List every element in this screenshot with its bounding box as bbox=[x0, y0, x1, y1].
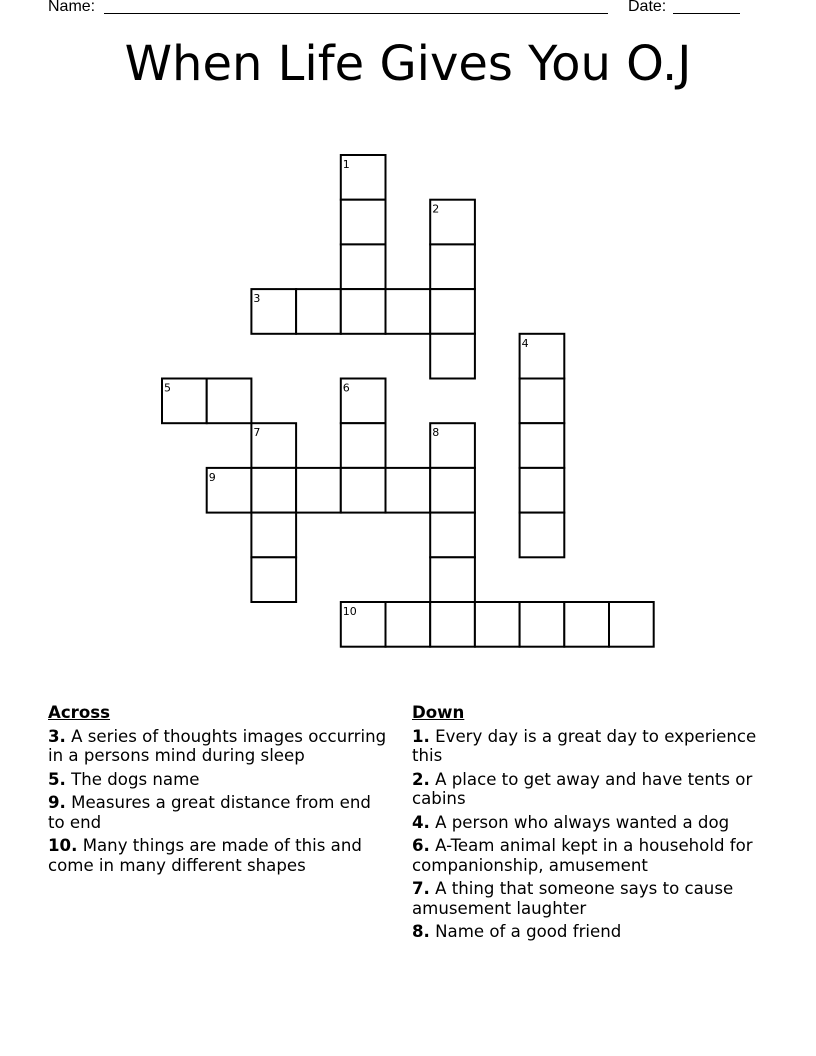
clue-text: The dogs name bbox=[71, 769, 200, 789]
grid-cell[interactable] bbox=[341, 602, 386, 647]
down-clues bbox=[412, 703, 757, 946]
grid-cell-box[interactable] bbox=[609, 602, 654, 647]
grid-cell[interactable] bbox=[475, 602, 520, 647]
grid-cell-box[interactable] bbox=[520, 602, 565, 647]
grid-cell[interactable] bbox=[341, 200, 386, 245]
grid-cell[interactable] bbox=[341, 423, 386, 468]
grid-cell[interactable] bbox=[520, 513, 565, 558]
clue-number: 6. bbox=[412, 836, 430, 855]
grid-cell-box[interactable] bbox=[520, 379, 565, 424]
date-field-line[interactable] bbox=[673, 13, 740, 14]
clue-number: 5. bbox=[48, 769, 66, 789]
grid-cell-box[interactable] bbox=[430, 244, 475, 289]
grid-cell[interactable] bbox=[296, 468, 341, 513]
grid-cell[interactable] bbox=[341, 379, 386, 424]
grid-cell[interactable] bbox=[520, 379, 565, 424]
grid-cell[interactable] bbox=[251, 423, 296, 468]
clue-down-4 bbox=[412, 813, 757, 833]
grid-cell-number: 3 bbox=[253, 292, 261, 306]
grid-cell-box[interactable] bbox=[564, 602, 609, 647]
clue-down-2 bbox=[412, 770, 757, 809]
clue-text: Measures a great distance from end to end bbox=[48, 793, 371, 832]
grid-cell-box[interactable] bbox=[430, 334, 475, 379]
grid-cell-box[interactable] bbox=[430, 468, 475, 513]
clue-down-7 bbox=[412, 879, 757, 918]
clue-text: A series of thoughts images occurring in a persons mind during sleep bbox=[48, 726, 387, 765]
grid-cell[interactable] bbox=[341, 468, 386, 513]
grid-cell[interactable] bbox=[430, 244, 475, 289]
grid-cell[interactable] bbox=[430, 602, 475, 647]
clue-text: A place to get away and have tents or cabins bbox=[412, 769, 753, 808]
grid-cell[interactable] bbox=[430, 289, 475, 334]
clue-across-10 bbox=[48, 836, 388, 875]
date-label: Date: bbox=[628, 0, 667, 15]
grid-cell-box[interactable] bbox=[430, 602, 475, 647]
grid-cell-box[interactable] bbox=[386, 602, 431, 647]
clue-text: Many things are made of this and come in many different shapes bbox=[48, 836, 362, 875]
grid-cell-box[interactable] bbox=[475, 602, 520, 647]
clue-number: 3. bbox=[48, 726, 66, 746]
clue-down-1 bbox=[412, 727, 757, 766]
grid-cell[interactable] bbox=[430, 334, 475, 379]
clue-across-5 bbox=[48, 770, 388, 790]
grid-cell-box[interactable] bbox=[341, 200, 386, 245]
clue-number: 8. bbox=[412, 922, 430, 941]
grid-cell-box[interactable] bbox=[430, 557, 475, 602]
grid-cell[interactable] bbox=[296, 289, 341, 334]
grid-cell-box[interactable] bbox=[341, 289, 386, 334]
grid-cell[interactable] bbox=[251, 513, 296, 558]
grid-cell[interactable] bbox=[520, 423, 565, 468]
grid-cell-box[interactable] bbox=[251, 513, 296, 558]
grid-cell[interactable] bbox=[341, 289, 386, 334]
clue-number: 7. bbox=[412, 879, 430, 898]
grid-cell-box[interactable] bbox=[251, 468, 296, 513]
grid-cell[interactable] bbox=[251, 557, 296, 602]
clue-text: A-Team animal kept in a household for companionship, amusement bbox=[412, 836, 753, 875]
puzzle-title: When Life Gives You O.J bbox=[124, 36, 692, 92]
grid-cell-number: 7 bbox=[253, 426, 261, 440]
grid-cell-box[interactable] bbox=[296, 289, 341, 334]
grid-cell[interactable] bbox=[430, 513, 475, 558]
grid-cell[interactable] bbox=[564, 602, 609, 647]
worksheet-header bbox=[0, 0, 816, 20]
clue-number: 4. bbox=[412, 812, 430, 832]
grid-cell-box[interactable] bbox=[207, 379, 252, 424]
grid-cell-box[interactable] bbox=[520, 513, 565, 558]
down-heading: Down bbox=[412, 703, 465, 722]
grid-cell-number: 8 bbox=[432, 426, 440, 440]
grid-cell[interactable] bbox=[520, 334, 565, 379]
clue-number: 10. bbox=[48, 836, 78, 855]
name-label: Name: bbox=[48, 0, 96, 15]
grid-cell[interactable] bbox=[386, 602, 431, 647]
grid-cell-number: 2 bbox=[432, 202, 440, 216]
grid-cell[interactable] bbox=[430, 468, 475, 513]
grid-cell[interactable] bbox=[609, 602, 654, 647]
grid-cell[interactable] bbox=[162, 379, 207, 424]
grid-cell[interactable] bbox=[430, 423, 475, 468]
clue-text: Name of a good friend bbox=[435, 922, 622, 941]
clue-text: Every day is a great day to experience this bbox=[412, 726, 757, 765]
grid-cell[interactable] bbox=[251, 468, 296, 513]
grid-cell[interactable] bbox=[207, 379, 252, 424]
clue-text: A thing that someone says to cause amusement laughter bbox=[412, 879, 734, 918]
clue-down-6 bbox=[412, 836, 757, 875]
grid-cell-box[interactable] bbox=[430, 513, 475, 558]
grid-cell-number: 1 bbox=[342, 158, 350, 171]
clue-number: 2. bbox=[412, 769, 430, 789]
grid-cell-box[interactable] bbox=[520, 423, 565, 468]
clue-across-9 bbox=[48, 793, 388, 832]
grid-cell-box[interactable] bbox=[341, 244, 386, 289]
grid-cell-box[interactable] bbox=[386, 289, 431, 334]
clue-number: 9. bbox=[48, 793, 66, 812]
grid-cell[interactable] bbox=[341, 244, 386, 289]
grid-cell-box[interactable] bbox=[386, 468, 431, 513]
grid-cell-number: 5 bbox=[164, 381, 171, 395]
grid-cell[interactable] bbox=[386, 289, 431, 334]
grid-cell[interactable] bbox=[386, 468, 431, 513]
grid-cell[interactable] bbox=[520, 468, 565, 513]
clue-text: A person who always wanted a dog bbox=[435, 812, 730, 832]
grid-cell-box[interactable] bbox=[251, 557, 296, 602]
name-field-line[interactable] bbox=[104, 13, 608, 14]
across-heading: Across bbox=[48, 703, 111, 722]
grid-cell-box[interactable] bbox=[430, 289, 475, 334]
grid-cell-box[interactable] bbox=[341, 468, 386, 513]
grid-cell-number: 4 bbox=[521, 336, 529, 350]
clue-down-8 bbox=[412, 922, 757, 942]
grid-cell-box[interactable] bbox=[341, 423, 386, 468]
grid-cell[interactable] bbox=[207, 468, 252, 513]
grid-cell[interactable] bbox=[430, 200, 475, 245]
grid-cell[interactable] bbox=[251, 289, 296, 334]
grid-cell[interactable] bbox=[520, 602, 565, 647]
clue-number: 1. bbox=[412, 726, 430, 746]
grid-cell-number: 10 bbox=[342, 605, 357, 618]
grid-cell-number: 6 bbox=[342, 381, 350, 395]
clue-across-3 bbox=[48, 727, 388, 766]
grid-cell-box[interactable] bbox=[296, 468, 341, 513]
across-clues bbox=[48, 703, 388, 879]
grid-cell-number: 9 bbox=[208, 470, 216, 484]
grid-cell[interactable] bbox=[430, 557, 475, 602]
grid-cell[interactable] bbox=[341, 155, 386, 200]
grid-cell-box[interactable] bbox=[520, 468, 565, 513]
